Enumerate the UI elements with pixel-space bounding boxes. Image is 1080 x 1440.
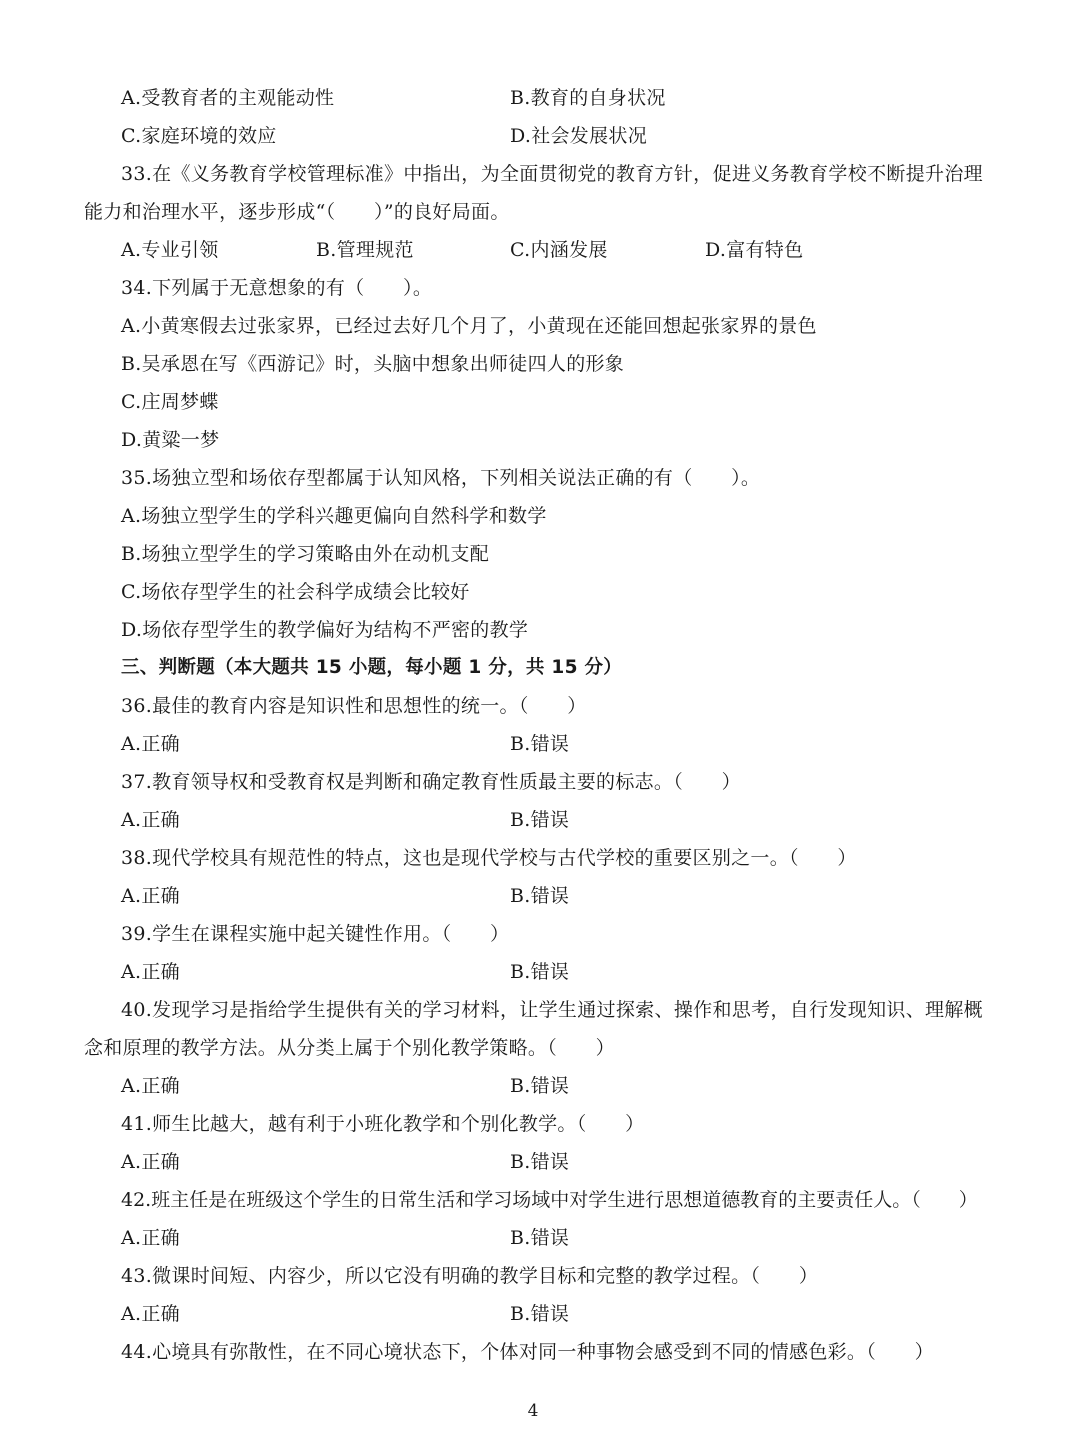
option-c: C.家庭环境的效应: [121, 125, 277, 147]
q39-option-true: A.正确: [121, 961, 180, 983]
q36-option-true: A.正确: [121, 733, 180, 755]
q40-option-false: B.错误: [510, 1075, 570, 1097]
q40-option-true: A.正确: [121, 1075, 180, 1097]
q38-option-false: B.错误: [510, 885, 570, 907]
question-33-stem-line2: 能力和治理水平，逐步形成“（ ）”的良好局面。: [84, 201, 510, 223]
question-41: 41.师生比越大，越有利于小班化教学和个别化教学。（ ）: [121, 1113, 645, 1135]
q33-option-b: B.管理规范: [316, 239, 414, 261]
q34-option-c: C.庄周梦蝶: [121, 391, 219, 413]
question-42: 42.班主任是在班级这个学生的日常生活和学习场域中对学生进行思想道德教育的主要责任人。（ ）: [121, 1189, 978, 1211]
q33-option-a: A.专业引领: [121, 239, 219, 261]
question-34-stem: 34.下列属于无意想象的有（ ）。: [121, 277, 433, 299]
question-40-line1: 40.发现学习是指给学生提供有关的学习材料，让学生通过探索、操作和思考，自行发现知识、理解概: [121, 999, 983, 1021]
question-38: 38.现代学校具有规范性的特点，这也是现代学校与古代学校的重要区别之一。（ ）: [121, 847, 857, 869]
option-d: D.社会发展状况: [510, 125, 647, 147]
question-39: 39.学生在课程实施中起关键性作用。（ ）: [121, 923, 510, 945]
question-43: 43.微课时间短、内容少，所以它没有明确的教学目标和完整的教学过程。（ ）: [121, 1265, 819, 1287]
option-b: B.教育的自身状况: [510, 87, 666, 109]
question-44: 44.心境具有弥散性，在不同心境状态下，个体对同一种事物会感受到不同的情感色彩。（ ）: [121, 1341, 934, 1363]
q34-option-a: A.小黄寒假去过张家界，已经过去好几个月了，小黄现在还能回想起张家界的景色: [121, 315, 817, 337]
q43-option-true: A.正确: [121, 1303, 180, 1325]
q38-option-true: A.正确: [121, 885, 180, 907]
q39-option-false: B.错误: [510, 961, 570, 983]
q42-option-false: B.错误: [510, 1227, 570, 1249]
q41-option-true: A.正确: [121, 1151, 180, 1173]
section-title-judgement: 三、判断题（本大题共 15 小题，每小题 1 分，共 15 分）: [121, 657, 623, 678]
question-37: 37.教育领导权和受教育权是判断和确定教育性质最主要的标志。（ ）: [121, 771, 741, 793]
page-number: 4: [527, 1401, 539, 1421]
q33-option-c: C.内涵发展: [510, 239, 608, 261]
q35-option-b: B.场独立型学生的学习策略由外在动机支配: [121, 543, 490, 565]
q34-option-b: B.吴承恩在写《西游记》时，头脑中想象出师徒四人的形象: [121, 353, 625, 375]
q41-option-false: B.错误: [510, 1151, 570, 1173]
q43-option-false: B.错误: [510, 1303, 570, 1325]
question-35-stem: 35.场独立型和场依存型都属于认知风格，下列相关说法正确的有（ ）。: [121, 467, 761, 489]
question-33-stem-line1: 33.在《义务教育学校管理标准》中指出，为全面贯彻党的教育方针，促进义务教育学校不断提升治理: [121, 163, 983, 185]
q36-option-false: B.错误: [510, 733, 570, 755]
question-36: 36.最佳的教育内容是知识性和思想性的统一。（ ）: [121, 695, 587, 717]
q34-option-d: D.黄粱一梦: [121, 429, 220, 451]
q35-option-a: A.场独立型学生的学科兴趣更偏向自然科学和数学: [121, 505, 547, 527]
option-a: A.受教育者的主观能动性: [121, 87, 335, 109]
q35-option-c: C.场依存型学生的社会科学成绩会比较好: [121, 581, 470, 603]
q33-option-d: D.富有特色: [705, 239, 804, 261]
question-40-line2: 念和原理的教学方法。从分类上属于个别化教学策略。（ ）: [84, 1037, 615, 1059]
q42-option-true: A.正确: [121, 1227, 180, 1249]
q37-option-true: A.正确: [121, 809, 180, 831]
q35-option-d: D.场依存型学生的教学偏好为结构不严密的教学: [121, 619, 529, 641]
q37-option-false: B.错误: [510, 809, 570, 831]
